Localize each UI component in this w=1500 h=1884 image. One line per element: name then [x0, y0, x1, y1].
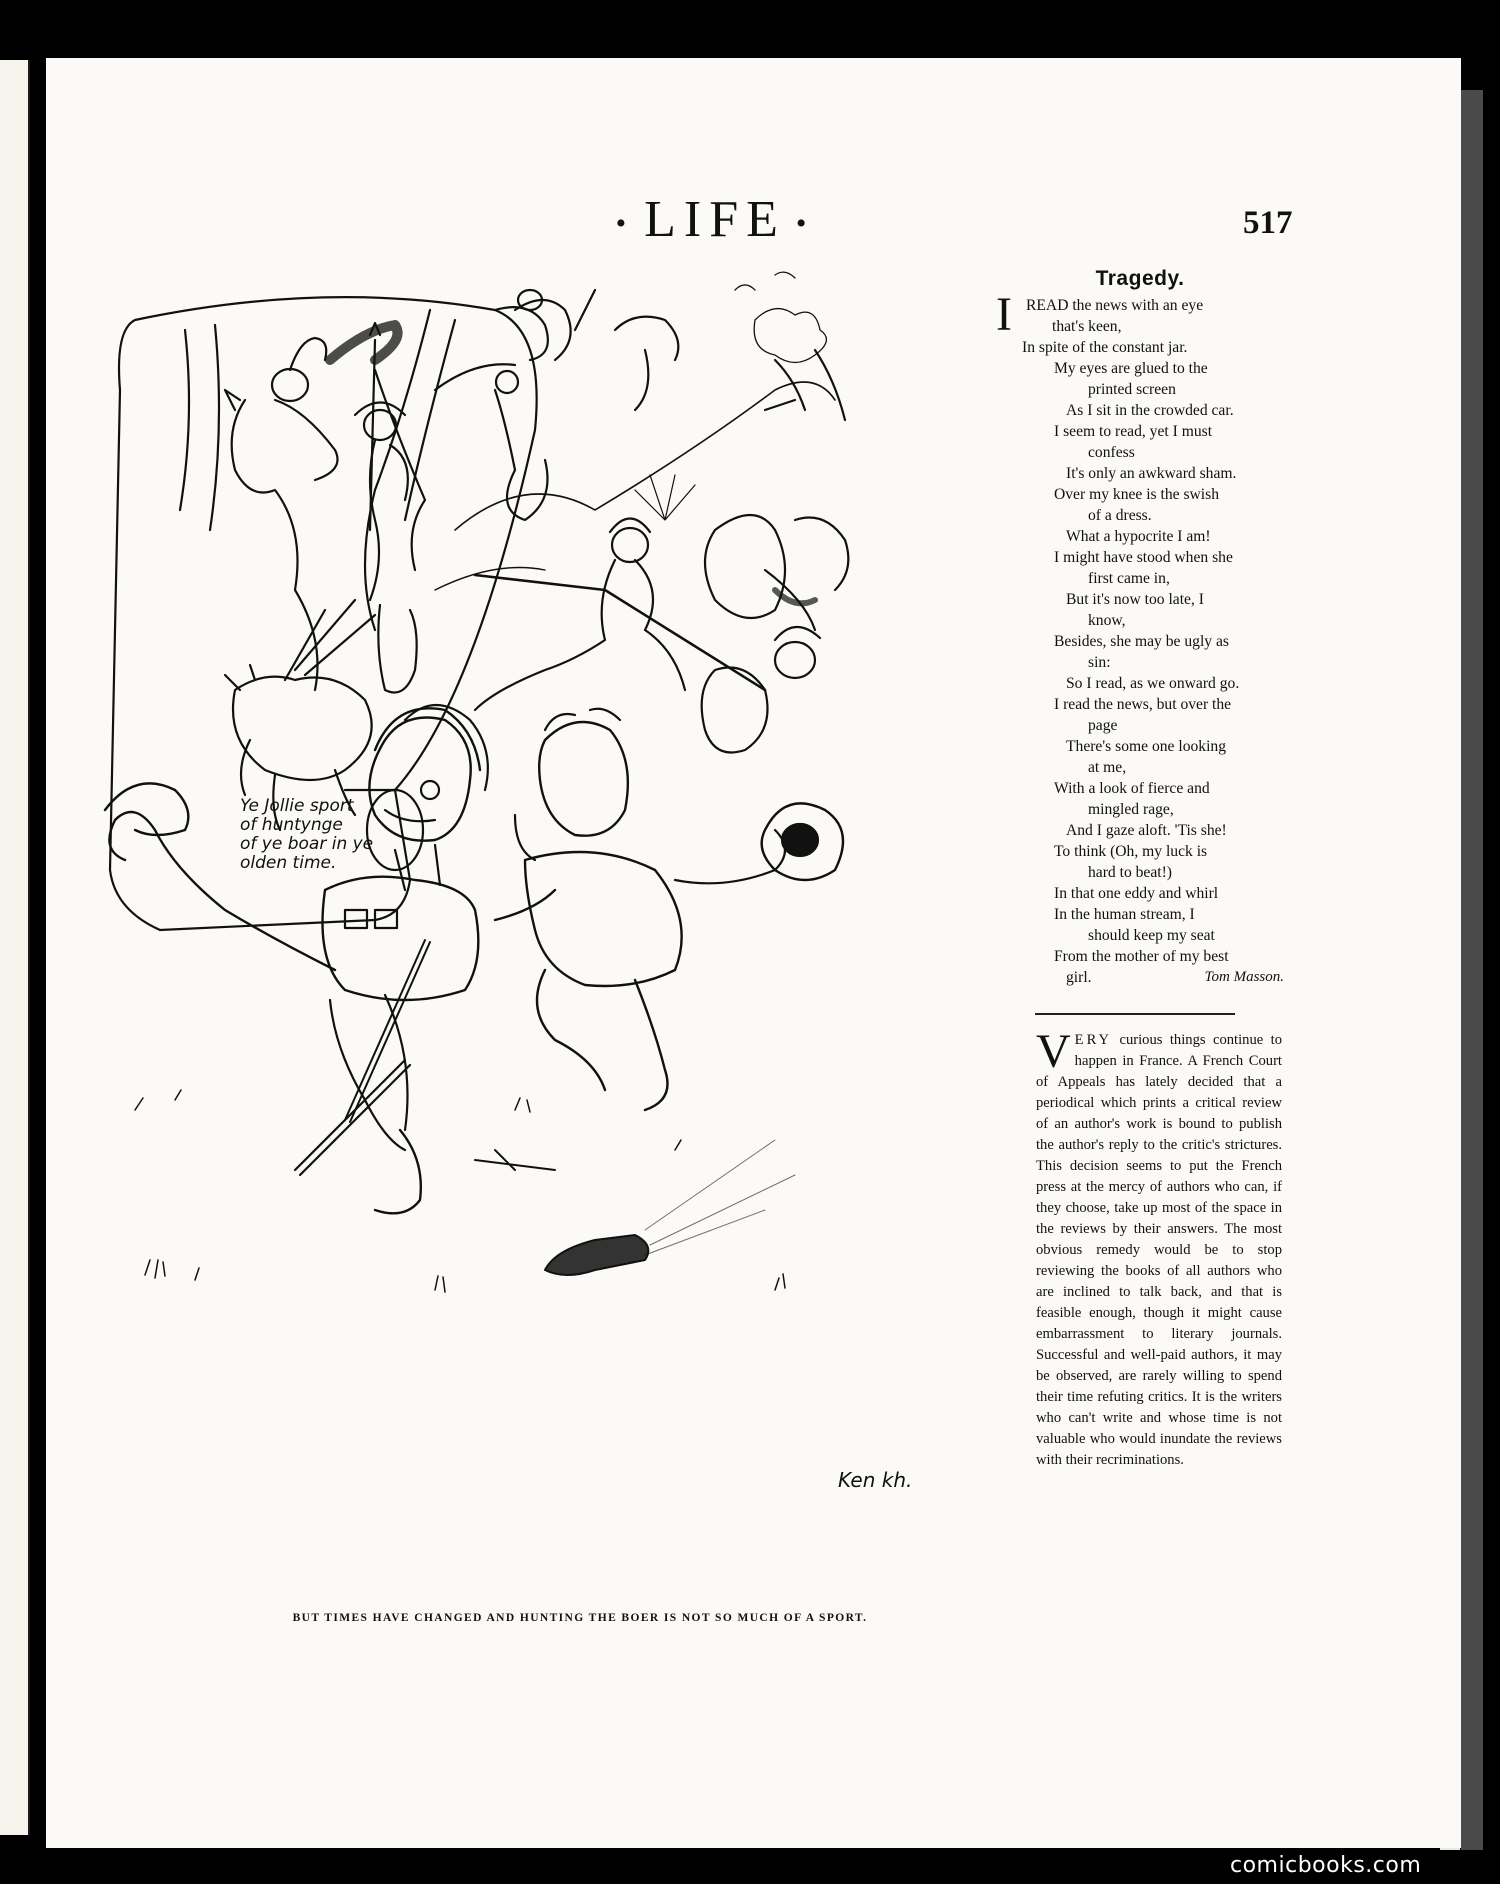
page-binding-edge: [1461, 90, 1483, 1850]
poem-line: confess: [1088, 444, 1135, 461]
poem-line: In that one eddy and whirl: [1054, 885, 1219, 902]
poem-line: girl.: [1066, 969, 1092, 986]
poem-line: And I gaze aloft. 'Tis she!: [1066, 822, 1227, 839]
poem-line: It's only an awkward sham.: [1066, 465, 1237, 482]
poem-line: hard to beat!): [1088, 864, 1172, 881]
inset-caption: Ye Jollie sport of huntynge of ye boar in ye olden time.: [240, 796, 374, 873]
masthead: [585, 190, 845, 249]
poem-line: at me,: [1088, 759, 1127, 776]
poem-line: should keep my seat: [1088, 927, 1215, 944]
masthead-title: LIFE: [644, 191, 786, 248]
page-number: 517: [1243, 205, 1293, 241]
poem-line: As I sit in the crowded car.: [1066, 402, 1234, 419]
poem-line: To think (Oh, my luck is: [1054, 843, 1208, 860]
poem-title: Tragedy.: [1095, 267, 1185, 290]
poem-line: So I read, as we onward go.: [1066, 675, 1240, 692]
cartoon-drawing: [75, 270, 1030, 1570]
poem-line: With a look of fierce and: [1054, 780, 1210, 797]
poem-line: What a hypocrite I am!: [1066, 528, 1211, 545]
poem-tragedy: [996, 268, 1284, 988]
poem-line: mingled rage,: [1088, 801, 1174, 818]
poem-line: My eyes are glued to the: [1054, 360, 1208, 377]
poem-line: Over my knee is the swish: [1054, 486, 1220, 503]
masthead-ornament-right: •: [795, 207, 815, 241]
poem-line: page: [1088, 717, 1118, 734]
poem-line: I might have stood when she: [1054, 549, 1233, 566]
column-divider: [1035, 1013, 1235, 1015]
poem-line: first came in,: [1088, 570, 1170, 587]
editorial-paragraph: [1036, 1025, 1282, 1471]
prose-text: curious things continue to happen in France. A French Court of Appeals has lately decided that a periodical which prints a critical review of an author's work is bound to publish the author's reply to the critic's strictures. This decision seems to put the French press at the mercy of authors who can, if they choose, take up most of the space in the reviews by their answers. The most obvious remedy would be to stop reviewing the books of all authors who are inclined to talk back, and that is feasible enough, though it might cause embarrassment to literary journals. Successful and well-paid authors, it may be observed, are rarely willing to spend their time refuting critics. It is the writers who can't write and whose time is not valuable who would inundate the reviews with their recriminations.: [1036, 1032, 1282, 1468]
poem-line: printed screen: [1088, 381, 1176, 398]
poem-body: [996, 288, 1284, 988]
cartoon-illustration: [75, 270, 1030, 1570]
poem-line: I read the news, but over the: [1054, 696, 1232, 713]
poem-line: of a dress.: [1088, 507, 1152, 524]
poem-line: In spite of the constant jar.: [1022, 339, 1188, 356]
poem-line: Besides, she may be ugly as: [1054, 633, 1229, 650]
cartoon-caption: BUT TIMES HAVE CHANGED AND HUNTING THE BOER IS NOT SO MUCH OF A SPORT.: [292, 1612, 868, 1624]
poem-line: I seem to read, yet I must: [1054, 423, 1213, 440]
facing-page-edge: [0, 60, 30, 1835]
poem-line: that's keen,: [1052, 318, 1122, 335]
poem-author: Tom Masson.: [1204, 969, 1284, 985]
masthead-ornament-left: •: [615, 207, 635, 241]
poem-line: From the mother of my best: [1054, 948, 1229, 965]
artist-signature: Ken kh.: [838, 1468, 913, 1492]
prose-lead: ERY: [1074, 1032, 1113, 1048]
poem-line: In the human stream, I: [1054, 906, 1195, 923]
poem-line: READ the news with an eye: [1026, 297, 1204, 314]
poem-line: know,: [1088, 612, 1126, 629]
poem-line: sin:: [1088, 654, 1111, 671]
poem-line: But it's now too late, I: [1066, 591, 1204, 608]
poem-drop-cap: I: [996, 288, 1012, 341]
watermark: comicbooks.com: [1230, 1853, 1422, 1878]
poem-line: There's some one looking: [1066, 738, 1227, 755]
prose-drop-cap: V: [1036, 1025, 1071, 1078]
